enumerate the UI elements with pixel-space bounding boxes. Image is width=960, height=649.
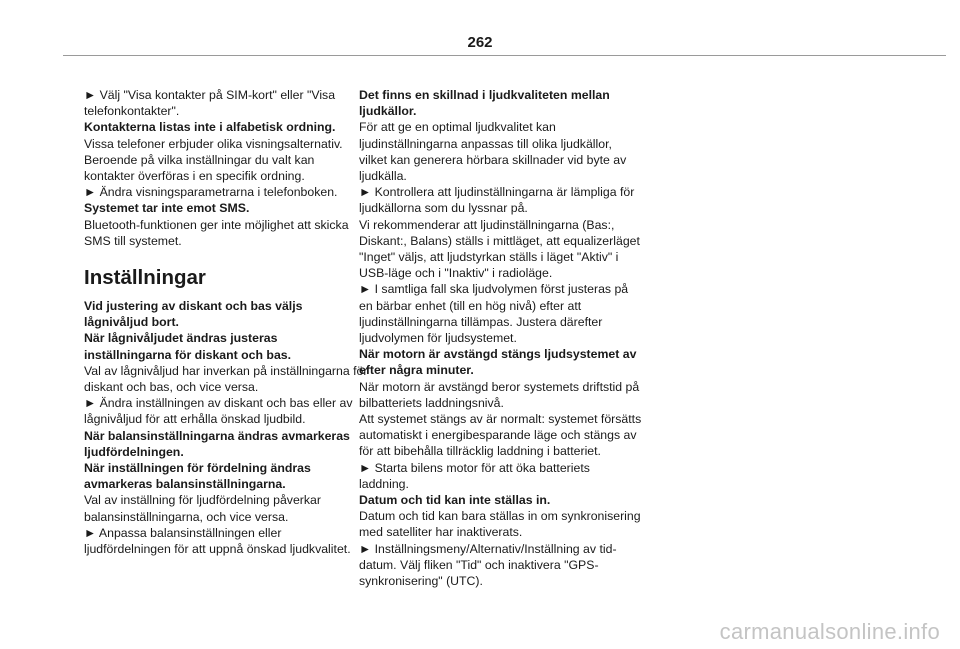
paragraph: Val av inställning för ljudfördelning påverkar balansinställningarna, och vice versa. bbox=[84, 493, 321, 524]
paragraph: Vissa telefoner erbjuder olika visningsalternativ. Beroende på vilka inställningar du valt kan kontakter överföras i en specifik ordning. bbox=[84, 136, 343, 184]
paragraph-bold: Kontakterna listas inte i alfabetisk ordning. bbox=[84, 120, 336, 135]
watermark: carmanualsonline.info bbox=[719, 619, 940, 644]
paragraph-bold: När motorn är avstängd stängs ljudsystemet av efter några minuter. bbox=[359, 347, 637, 378]
paragraph: Datum och tid kan bara ställas in om synkronisering med satelliter har inaktiverats. bbox=[359, 509, 641, 540]
paragraph-bold: När inställningen för fördelning ändras avmarkeras balansinställningarna. bbox=[84, 461, 311, 492]
paragraph-bold: När balansinställningarna ändras avmarkeras ljudfördelningen. bbox=[84, 428, 350, 459]
paragraph: Att systemet stängs av är normalt: systemet försätts automatiskt i energibesparande läge och stängs av för att bibehålla tillräcklig laddning i batteriet. bbox=[359, 412, 642, 459]
paragraph: Bluetooth-funktionen ger inte möjlighet att skicka SMS till systemet. bbox=[84, 217, 349, 248]
paragraph: Vi rekommenderar att ljudinställningarna (Bas:, Diskant:, Balans) ställs i mittläget, att equalizerläget "Inget" väljs, att ljudstyrkan ställs i läget "Aktiv" i USB-läge och i "Inaktiv" i radioläge. bbox=[359, 217, 640, 281]
paragraph: ► Anpassa balansinställningen eller ljudfördelningen för att uppnå önskad ljudkvalitet. bbox=[84, 525, 351, 557]
paragraph: ► Välj "Visa kontakter på SIM-kort" eller "Visa telefonkontakter". bbox=[84, 88, 336, 119]
paragraph: ► Starta bilens motor för att öka batteriets laddning. bbox=[359, 460, 590, 491]
paragraph: ► Ändra inställningen av diskant och bas eller av lågnivåljud för att erhålla önskad ljudbild. bbox=[84, 396, 353, 427]
paragraph-bold: Systemet tar inte emot SMS. bbox=[84, 201, 250, 216]
paragraph: ► Ändra visningsparametrarna i telefonboken. bbox=[84, 185, 338, 200]
paragraph: Val av lågnivåljud har inverkan på inställningarna för diskant och bas, och vice versa. bbox=[84, 363, 368, 395]
paragraph: När motorn är avstängd beror systemets driftstid på bilbatteriets laddningsnivå. bbox=[359, 379, 640, 410]
paragraph-bold: Datum och tid kan inte ställas in. bbox=[359, 493, 551, 508]
right-column bbox=[359, 87, 643, 589]
paragraph-bold: Vid justering av diskant och bas väljs lågnivåljud bort. bbox=[84, 299, 303, 330]
section-heading: Inställningar bbox=[84, 266, 206, 290]
paragraph: För att ge en optimal ljudkvalitet kan ljudinställningarna anpassas till olika ljudkällor, vilket kan generera hörbara skillnader vid byte av ljudkälla. bbox=[359, 120, 627, 184]
paragraph-bold: När lågnivåljudet ändras justeras inställningarna för diskant och bas. bbox=[84, 331, 292, 362]
header-divider bbox=[63, 55, 946, 56]
paragraph: ► Kontrollera att ljudinställningarna är lämpliga för ljudkällorna som du lyssnar på. bbox=[359, 185, 635, 216]
paragraph: ► Inställningsmeny/Alternativ/Inställning av tid-datum. Välj fliken "Tid" och inaktivera "GPS-synkronisering" (UTC). bbox=[359, 541, 617, 589]
paragraph-bold: Det finns en skillnad i ljudkvaliteten mellan ljudkällor. bbox=[359, 88, 610, 119]
page-number: 262 bbox=[467, 34, 493, 51]
left-column bbox=[84, 87, 368, 557]
paragraph: ► I samtliga fall ska ljudvolymen först justeras på en bärbar enhet (till en hög nivå) efter att ljudinställningarna tillämpas. Justera därefter ljudvolymen för ljudsystemet. bbox=[359, 282, 629, 346]
